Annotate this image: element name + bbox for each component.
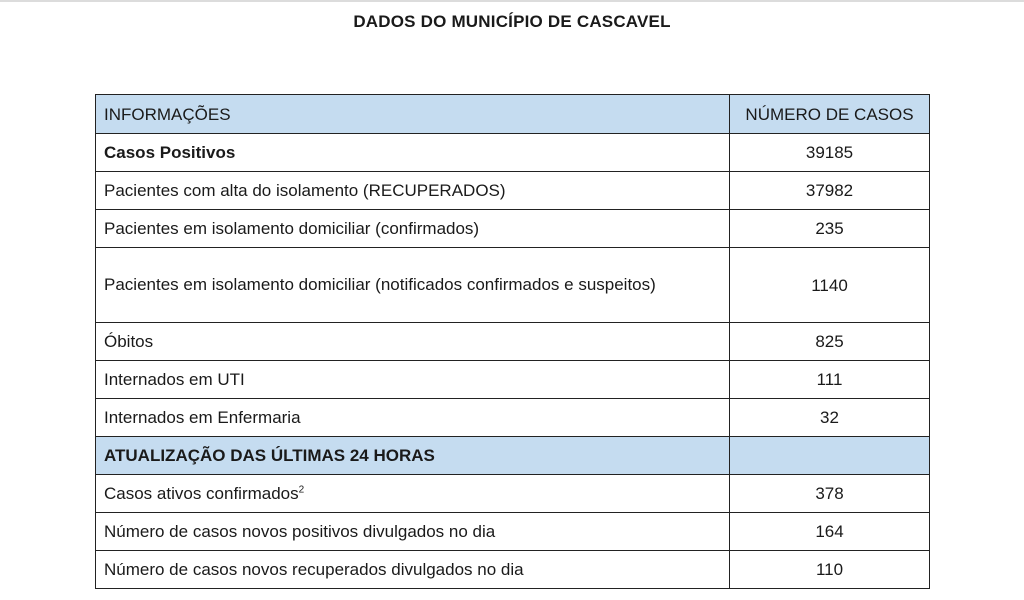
row-label: Pacientes em isolamento domiciliar (confirmados): [96, 210, 730, 248]
row-label: Pacientes em isolamento domiciliar (notificados confirmados e suspeitos): [96, 248, 730, 323]
header-numero-de-casos: NÚMERO DE CASOS: [730, 95, 930, 134]
row-value: 1140: [730, 248, 930, 323]
table-row: [96, 513, 930, 551]
table-header-row: [96, 95, 930, 134]
row-value: 37982: [730, 172, 930, 210]
row-label: Internados em Enfermaria: [96, 399, 730, 437]
cases-table: [95, 94, 930, 589]
section-value: [730, 437, 930, 475]
table-row: [96, 399, 930, 437]
row-value: 164: [730, 513, 930, 551]
row-value: 825: [730, 323, 930, 361]
section-header-row: [96, 437, 930, 475]
table-row: [96, 361, 930, 399]
document-title: DADOS DO MUNICÍPIO DE CASCAVEL: [353, 12, 671, 31]
row-label: Internados em UTI: [96, 361, 730, 399]
header-informacoes: INFORMAÇÕES: [96, 95, 730, 134]
table-row: [96, 134, 930, 172]
section-label: ATUALIZAÇÃO DAS ÚLTIMAS 24 HORAS: [96, 437, 730, 475]
row-label: Pacientes com alta do isolamento (RECUPERADOS): [96, 172, 730, 210]
table-row: [96, 551, 930, 589]
table-row: [96, 210, 930, 248]
row-value: 110: [730, 551, 930, 589]
row-label: Óbitos: [96, 323, 730, 361]
table-row: [96, 475, 930, 513]
row-label: [96, 475, 730, 513]
table-row: [96, 248, 930, 323]
row-value: 378: [730, 475, 930, 513]
row-value: 235: [730, 210, 930, 248]
table-row: [96, 172, 930, 210]
row-label: Número de casos novos recuperados divulgados no dia: [96, 551, 730, 589]
row-value: 111: [730, 361, 930, 399]
row-label: Número de casos novos positivos divulgados no dia: [96, 513, 730, 551]
row-value: 39185: [730, 134, 930, 172]
row-label: Casos Positivos: [96, 134, 730, 172]
top-divider: [0, 0, 1024, 2]
table-row: [96, 323, 930, 361]
footnote-marker: 2: [298, 484, 305, 496]
row-label-text: Casos ativos confirmados: [104, 484, 299, 503]
row-value: 32: [730, 399, 930, 437]
